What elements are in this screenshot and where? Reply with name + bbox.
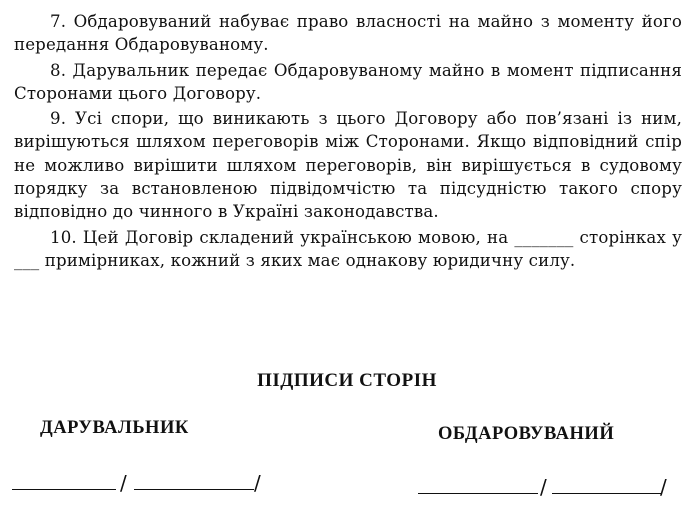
signatures-heading: ПІДПИСИ СТОРІН: [257, 370, 437, 391]
contract-clauses: [14, 10, 682, 274]
signature-separator-slash: /: [660, 475, 667, 499]
signature-separator-slash: /: [120, 471, 127, 495]
donor-name-blank: [134, 489, 254, 490]
donee-name-blank: [552, 493, 662, 494]
donee-signature-line: [418, 470, 670, 499]
clause-10: 10. Цей Договір складений українською мовою, на _______ сторінках у ___ примірниках, кожний з яких має однакову юридичну силу.: [14, 227, 682, 270]
clause-8: 8. Дарувальник передає Обдаровуваному майно в момент підписання Сторонами цього Договору.: [14, 60, 682, 103]
donor-label: ДАРУВАЛЬНИК: [40, 418, 189, 438]
donor-signature-blank: [12, 489, 116, 490]
signature-separator-slash: /: [254, 471, 261, 495]
clause-9: 9. Усі спори, що виникають з цього Договору або пов’язані із ним, вирішуються шляхом переговорів між Сторонами. Якщо відповідний спір не можливо вирішити шляхом переговорів, він вирішується в судовому порядку за встановленою підвідомчістю та підсудністю такого спору відповідно до чинного в Україні законодавства.: [14, 109, 682, 222]
donor-signature-line: [12, 466, 264, 495]
signature-separator-slash: /: [540, 475, 547, 499]
clause-7: 7. Обдаровуваний набуває право власності на майно з моменту його передання Обдаровуваному.: [14, 12, 682, 55]
donee-label: ОБДАРОВУВАНИЙ: [438, 424, 615, 444]
donee-signature-blank: [418, 493, 538, 494]
